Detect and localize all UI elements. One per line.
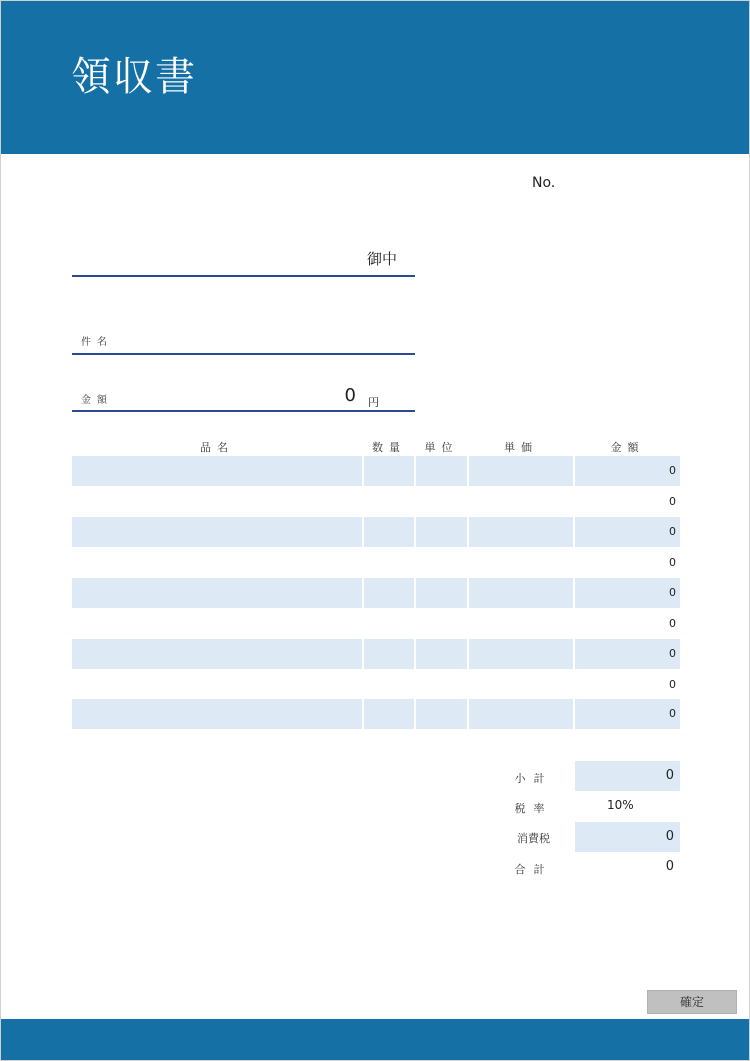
unit-price-cell[interactable] [469, 639, 573, 669]
unit-cell[interactable] [416, 578, 467, 608]
unit-cell[interactable] [416, 456, 467, 486]
header-unit: 単位 [424, 441, 459, 454]
item-name-cell[interactable] [72, 487, 362, 517]
unit-price-cell[interactable] [469, 609, 573, 639]
item-name-cell[interactable] [72, 639, 362, 669]
item-name-cell[interactable] [72, 670, 362, 700]
row-amount: 0 [669, 678, 676, 691]
quantity-cell[interactable] [364, 487, 414, 517]
quantity-cell[interactable] [364, 699, 414, 729]
tax-rate-value[interactable]: 10% [607, 798, 634, 812]
unit-price-cell[interactable] [469, 670, 573, 700]
amount-unit: 円 [368, 396, 379, 409]
item-name-cell[interactable] [72, 699, 362, 729]
page-title: 領収書 [71, 54, 197, 100]
total-box [575, 852, 680, 882]
row-amount: 0 [669, 556, 676, 569]
receipt-number-label: No. [532, 175, 556, 191]
subject-field[interactable] [72, 353, 415, 355]
subtotal-box [575, 761, 680, 791]
unit-cell[interactable] [416, 548, 467, 578]
quantity-cell[interactable] [364, 517, 414, 547]
item-name-cell[interactable] [72, 548, 362, 578]
recipient-suffix: 御中 [367, 250, 398, 268]
unit-cell[interactable] [416, 699, 467, 729]
table-row [72, 548, 680, 578]
amount-cell [575, 670, 680, 700]
item-name-cell[interactable] [72, 456, 362, 486]
unit-cell[interactable] [416, 517, 467, 547]
table-row [72, 670, 680, 700]
unit-cell[interactable] [416, 487, 467, 517]
amount-cell [575, 699, 680, 729]
total-label: 合計 [514, 863, 553, 876]
amount-cell [575, 578, 680, 608]
table-row [72, 639, 680, 669]
tax-value: 0 [665, 829, 674, 844]
unit-price-cell[interactable] [469, 699, 573, 729]
subtotal-value: 0 [665, 768, 674, 783]
row-amount: 0 [669, 707, 676, 720]
subject-label: 件名 [81, 337, 113, 348]
tax-label: 消費税 [517, 832, 550, 845]
quantity-cell[interactable] [364, 456, 414, 486]
amount-cell [575, 487, 680, 517]
unit-cell[interactable] [416, 670, 467, 700]
row-amount: 0 [669, 647, 676, 660]
quantity-cell[interactable] [364, 639, 414, 669]
unit-price-cell[interactable] [469, 456, 573, 486]
header-unit-price: 単価 [504, 441, 538, 454]
header-amount: 金額 [610, 441, 645, 454]
unit-price-cell[interactable] [469, 487, 573, 517]
header-item: 品名 [200, 441, 234, 454]
item-name-cell[interactable] [72, 578, 362, 608]
header-quantity: 数量 [372, 441, 406, 454]
item-name-cell[interactable] [72, 517, 362, 547]
table-row [72, 456, 680, 486]
row-amount: 0 [669, 617, 676, 630]
amount-field [72, 410, 415, 412]
row-amount: 0 [669, 586, 676, 599]
amount-cell [575, 548, 680, 578]
unit-price-cell[interactable] [469, 578, 573, 608]
table-row [72, 609, 680, 639]
item-name-cell[interactable] [72, 609, 362, 639]
table-row [72, 699, 680, 729]
amount-cell [575, 456, 680, 486]
quantity-cell[interactable] [364, 670, 414, 700]
unit-cell[interactable] [416, 639, 467, 669]
quantity-cell[interactable] [364, 609, 414, 639]
quantity-cell[interactable] [364, 578, 414, 608]
subtotal-label: 小計 [514, 772, 553, 785]
unit-price-cell[interactable] [469, 517, 573, 547]
row-amount: 0 [669, 495, 676, 508]
amount-cell [575, 517, 680, 547]
amount-cell [575, 609, 680, 639]
tax-box [575, 822, 680, 852]
tax-rate-label: 税率 [514, 802, 553, 815]
header-banner [1, 1, 750, 154]
unit-cell[interactable] [416, 609, 467, 639]
table-row [72, 517, 680, 547]
table-row [72, 487, 680, 517]
quantity-cell[interactable] [364, 548, 414, 578]
amount-value: 0 [344, 385, 356, 406]
total-value: 0 [665, 859, 674, 874]
amount-label: 金額 [81, 395, 113, 406]
recipient-field[interactable] [72, 275, 415, 277]
table-row [72, 578, 680, 608]
row-amount: 0 [669, 525, 676, 538]
row-amount: 0 [669, 464, 676, 477]
unit-price-cell[interactable] [469, 548, 573, 578]
amount-cell [575, 639, 680, 669]
footer-banner [1, 1019, 750, 1061]
confirm-button[interactable]: 確定 [647, 990, 737, 1014]
